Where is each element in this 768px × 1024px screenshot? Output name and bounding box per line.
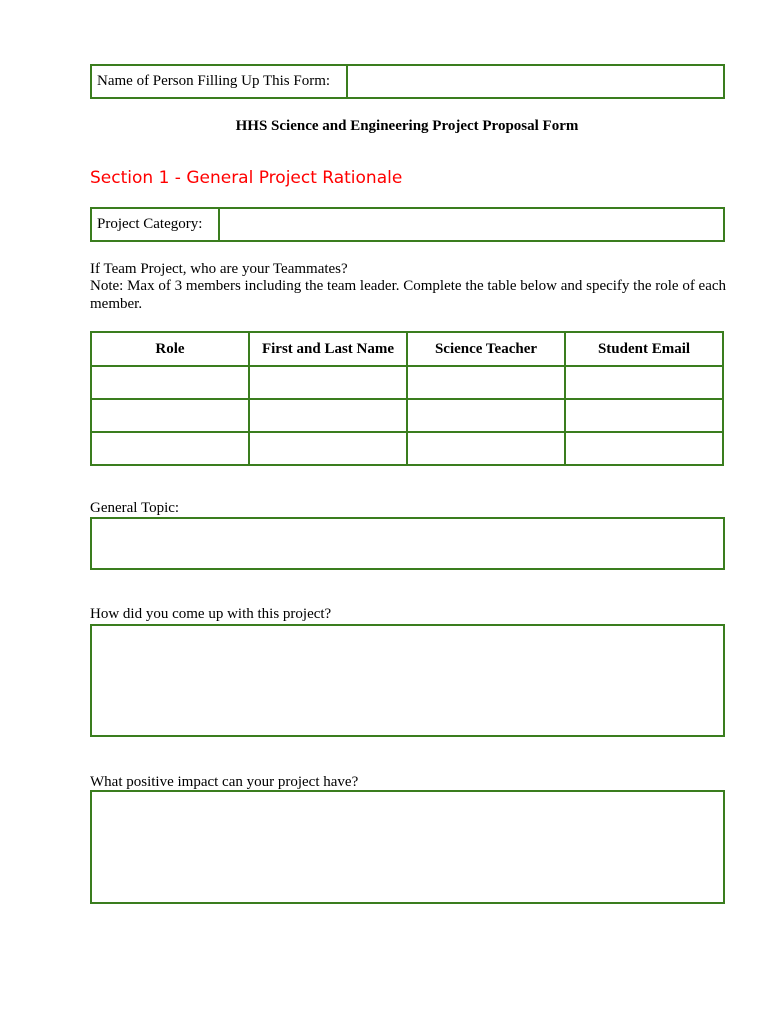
- teacher-cell: [407, 399, 565, 432]
- form-filler-name-input[interactable]: [348, 66, 723, 97]
- role-input[interactable]: [92, 400, 248, 431]
- role-input[interactable]: [92, 433, 248, 464]
- project-category-row: [90, 207, 725, 242]
- teacher-cell: [407, 432, 565, 465]
- general-topic-input[interactable]: [92, 519, 723, 568]
- project-origin-label: How did you come up with this project?: [90, 606, 332, 622]
- teacher-cell: [407, 366, 565, 399]
- role-input[interactable]: [92, 367, 248, 398]
- form-filler-name-cell: [348, 66, 723, 97]
- science-teacher-input[interactable]: [408, 367, 564, 398]
- email-cell: [565, 399, 723, 432]
- science-teacher-input[interactable]: [408, 433, 564, 464]
- role-cell: [91, 432, 249, 465]
- name-cell: [249, 366, 407, 399]
- project-category-input[interactable]: [220, 209, 723, 240]
- general-topic-label: General Topic:: [90, 500, 180, 516]
- table-row: [91, 399, 723, 432]
- project-category-cell: [220, 209, 723, 240]
- general-topic-box: [90, 517, 725, 570]
- section-1-heading: Section 1 - General Project Rationale: [90, 168, 403, 188]
- table-row: [91, 432, 723, 465]
- form-title: HHS Science and Engineering Project Proposal Form: [235, 118, 579, 134]
- project-impact-label: What positive impact can your project have?: [90, 774, 359, 790]
- name-input[interactable]: [250, 367, 406, 398]
- student-email-input[interactable]: [566, 400, 722, 431]
- column-header-science-teacher: Science Teacher: [407, 332, 565, 366]
- project-impact-box: [90, 790, 725, 904]
- science-teacher-input[interactable]: [408, 400, 564, 431]
- student-email-input[interactable]: [566, 433, 722, 464]
- form-filler-name-label: Name of Person Filling Up This Form:: [92, 66, 348, 97]
- team-note: Note: Max of 3 members including the team leader. Complete the table below and specify the role of each member.: [90, 278, 727, 312]
- role-cell: [91, 366, 249, 399]
- student-email-input[interactable]: [566, 367, 722, 398]
- name-input[interactable]: [250, 433, 406, 464]
- team-question: If Team Project, who are your Teammates?: [90, 261, 348, 277]
- column-header-name: First and Last Name: [249, 332, 407, 366]
- team-table-header-row: [91, 332, 723, 366]
- table-row: [91, 366, 723, 399]
- name-cell: [249, 432, 407, 465]
- email-cell: [565, 366, 723, 399]
- project-category-label: Project Category:: [92, 209, 220, 240]
- name-cell: [249, 399, 407, 432]
- form-filler-name-row: [90, 64, 725, 99]
- column-header-role: Role: [91, 332, 249, 366]
- project-origin-input[interactable]: [92, 626, 723, 735]
- role-cell: [91, 399, 249, 432]
- column-header-student-email: Student Email: [565, 332, 723, 366]
- project-origin-box: [90, 624, 725, 737]
- team-members-table: [90, 331, 724, 466]
- project-impact-input[interactable]: [92, 792, 723, 902]
- email-cell: [565, 432, 723, 465]
- name-input[interactable]: [250, 400, 406, 431]
